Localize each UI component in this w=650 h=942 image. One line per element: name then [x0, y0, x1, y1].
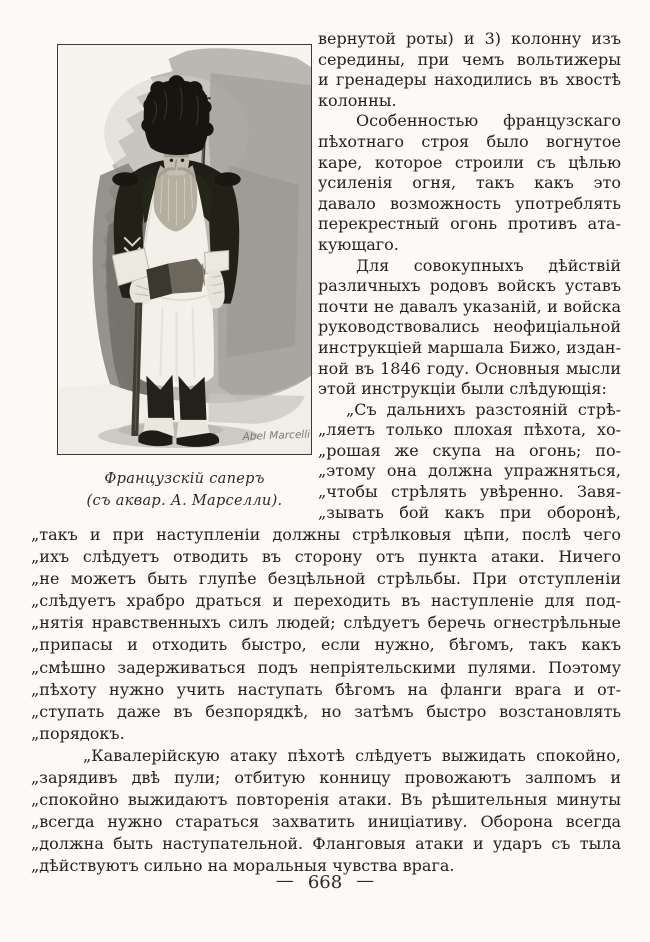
- text-line: и гренадеры находились въ хвостѣ: [318, 70, 621, 90]
- text-line: „смѣшно задерживаться подъ непріятельскими пулями. Поэтому: [31, 657, 621, 677]
- text-line: „рошая же скупа на огонь; по-: [318, 440, 621, 460]
- text-line: Особенностью французскаго: [356, 111, 621, 131]
- sapper-watercolor: [58, 45, 311, 454]
- text-line: пѣхотнаго строя было вогнутое: [318, 131, 621, 151]
- page-footer: [0, 872, 650, 893]
- text-line: „дѣйствуютъ сильно на моральныя чувства врага.: [31, 856, 455, 876]
- footer-dash-left: —: [275, 870, 294, 891]
- text-line: „ступать даже въ безпорядкѣ, но затѣмъ быстро возстановлять: [31, 701, 621, 721]
- text-line: „такъ и при наступленіи должны стрѣлковыя цѣпи, послѣ чего: [31, 525, 621, 544]
- body-text: [31, 524, 621, 878]
- text-line: вернутой роты) и 3) колонну изъ: [318, 29, 621, 48]
- text-line: руководствовались неофиціальной: [318, 317, 621, 337]
- text-line: инструкціей маршала Бижо, издан-: [318, 337, 621, 357]
- text-line: кующаго.: [318, 234, 399, 254]
- text-line: „нятія нравственныхъ силъ людей; слѣдуетъ беречь огнестрѣльные: [31, 613, 621, 633]
- footer-dash-right: —: [356, 870, 375, 891]
- sapper-illustration: [57, 44, 312, 455]
- text-line: усиленія огня, такъ какъ это: [318, 173, 621, 193]
- text-line: почти не давалъ указаній, и войска: [318, 296, 621, 316]
- text-column: [318, 29, 621, 523]
- text-line: „должна быть наступательной. Фланговыя атаки и ударъ съ тыла: [31, 834, 621, 854]
- text-line: каре, которое строили съ цѣлью: [318, 152, 621, 172]
- text-line: „слѣдуетъ храбро драться и переходить въ наступленіе для под-: [31, 591, 621, 611]
- figure-caption-credit: (съ аквар. А. Марселли).: [86, 493, 283, 509]
- text-line: „зарядивъ двѣ пули; отбитую конницу провожаютъ залпомъ и: [31, 768, 621, 788]
- text-line: перекрестный огонь противъ ата-: [318, 214, 621, 234]
- text-line: середины, при чемъ вольтижеры: [318, 49, 621, 69]
- text-line: этой инструкціи были слѣдующія:: [318, 379, 607, 399]
- text-line: „порядокъ.: [31, 723, 125, 743]
- text-line: Для совокупныхъ дѣйствій: [356, 255, 621, 275]
- text-line: „Съ дальнихъ разстояній стрѣ-: [346, 399, 621, 419]
- text-line: „всегда нужно стараться захватить иниціативу. Оборона всегда: [31, 812, 621, 832]
- text-line: „спокойно выжидаютъ повторенія атаки. Въ рѣшительныя минуты: [31, 790, 621, 810]
- text-line: „ихъ слѣдуетъ отводить въ сторону отъ пункта атаки. Ничего: [31, 547, 621, 567]
- text-line: „не можетъ быть глупѣе безцѣльной стрѣльбы. При отступленіи: [31, 569, 621, 589]
- text-line: „пѣхоту нужно учить наступать бѣгомъ на фланги врага и от-: [31, 679, 621, 699]
- artist-signature: Abel Marcelli: [242, 428, 311, 443]
- text-line: давало возможность употреблять: [318, 193, 621, 213]
- text-line: „этому она должна упражняться,: [318, 461, 621, 481]
- text-line: колонны.: [318, 90, 397, 110]
- text-line: ной въ 1846 году. Основныя мысли: [318, 358, 621, 378]
- text-line: „зывать бой какъ при оборонѣ,: [318, 502, 621, 522]
- text-line: „ляетъ только плохая пѣхота, хо-: [318, 420, 621, 440]
- figure-caption-title: Французскій саперъ: [104, 471, 265, 487]
- text-line: „Кавалерійскую атаку пѣхотѣ слѣдуетъ выжидать спокойно,: [83, 745, 621, 765]
- page-number: 668: [307, 872, 343, 893]
- text-line: различныхъ родовъ войскъ уставъ: [318, 276, 621, 296]
- text-line: „припасы и отходить быстро, если нужно, бѣгомъ, такъ какъ: [31, 635, 621, 655]
- illustration-figure: [57, 44, 312, 512]
- text-line: „чтобы стрѣлять увѣренно. Завя-: [318, 482, 621, 502]
- figure-caption: [57, 468, 312, 512]
